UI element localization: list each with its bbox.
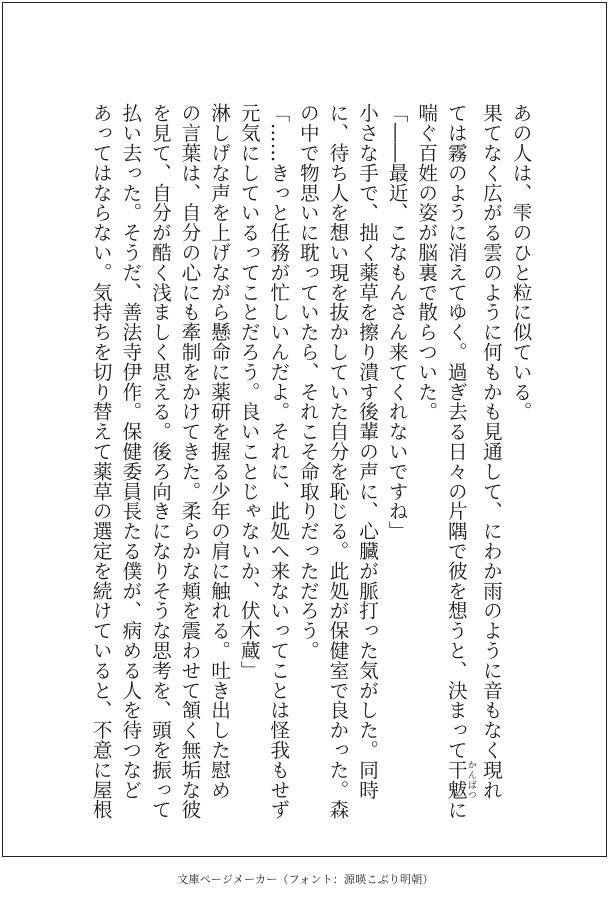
text-line-14: 払い去った。そうだ、善法寺伊作。保健委員長たる僕が、病める人を待つなど <box>118 103 142 800</box>
text-line-10: 元気にしているってことだろう。良いことじゃないか、伏木蔵」 <box>237 103 261 681</box>
footer-credit: 文庫ページメーカー（フォント：源暎こぶり明朝） <box>177 873 434 886</box>
text-line-2: 果てなく広がる雲のように何もかも見通して、にわか雨のように音もなく現れ <box>479 103 503 800</box>
ruby-base: 干魃 <box>444 759 468 800</box>
text-line-4: 喘ぐ百姓の姿が脳裏で散らついた。 <box>414 103 438 422</box>
text-line-3-body: ては霧のように消えてゆく。過ぎ去る日々の片隅で彼を想うと、決まって <box>444 103 468 760</box>
text-line-8: の中で物思いに耽っていたら、それこそ命取りだっただろう。 <box>296 103 320 661</box>
text-line-15: あってはならない。気持ちを切り替えて薬草の選定を続けていると、不意に屋根 <box>89 103 113 820</box>
text-line-1: あの人は、雫のひと粒に似ている。 <box>509 103 532 422</box>
text-line-6: 小さな手で、拙く薬草を擦り潰す後輩の声に、心臓が脈打った気がした。同時 <box>355 103 379 800</box>
text-line-11: 淋しげな声を上げながら懸命に薬研を握る少年の肩に触れる。吐き出した慰め <box>207 103 231 800</box>
ruby-suffix: に <box>444 799 468 820</box>
vertical-text-body <box>65 103 535 823</box>
ruby-reading: かんばつ <box>465 759 476 800</box>
text-line-9: 「……きっと任務が忙しいんだよ。それに、此処へ来ないってことは怪我もせず <box>266 103 290 820</box>
text-line-13: を見て、自分が酷く浅ましく思える。後ろ向きになりそうな思考を、頭を振って <box>148 103 172 820</box>
text-line-12: の言葉は、自分の心にも牽制をかけてきた。柔らかな頬を震わせて頷く無垢な彼 <box>177 103 201 820</box>
ruby-kanbatsu <box>444 759 476 800</box>
text-line-3 <box>441 103 476 823</box>
text-line-5: 「――最近、こなもんさん来てくれないですね」 <box>385 103 409 541</box>
text-line-7: に、待ち人を想い現を抜かしていた自分を恥じる。此処が保健室で良かった。森 <box>325 103 349 820</box>
